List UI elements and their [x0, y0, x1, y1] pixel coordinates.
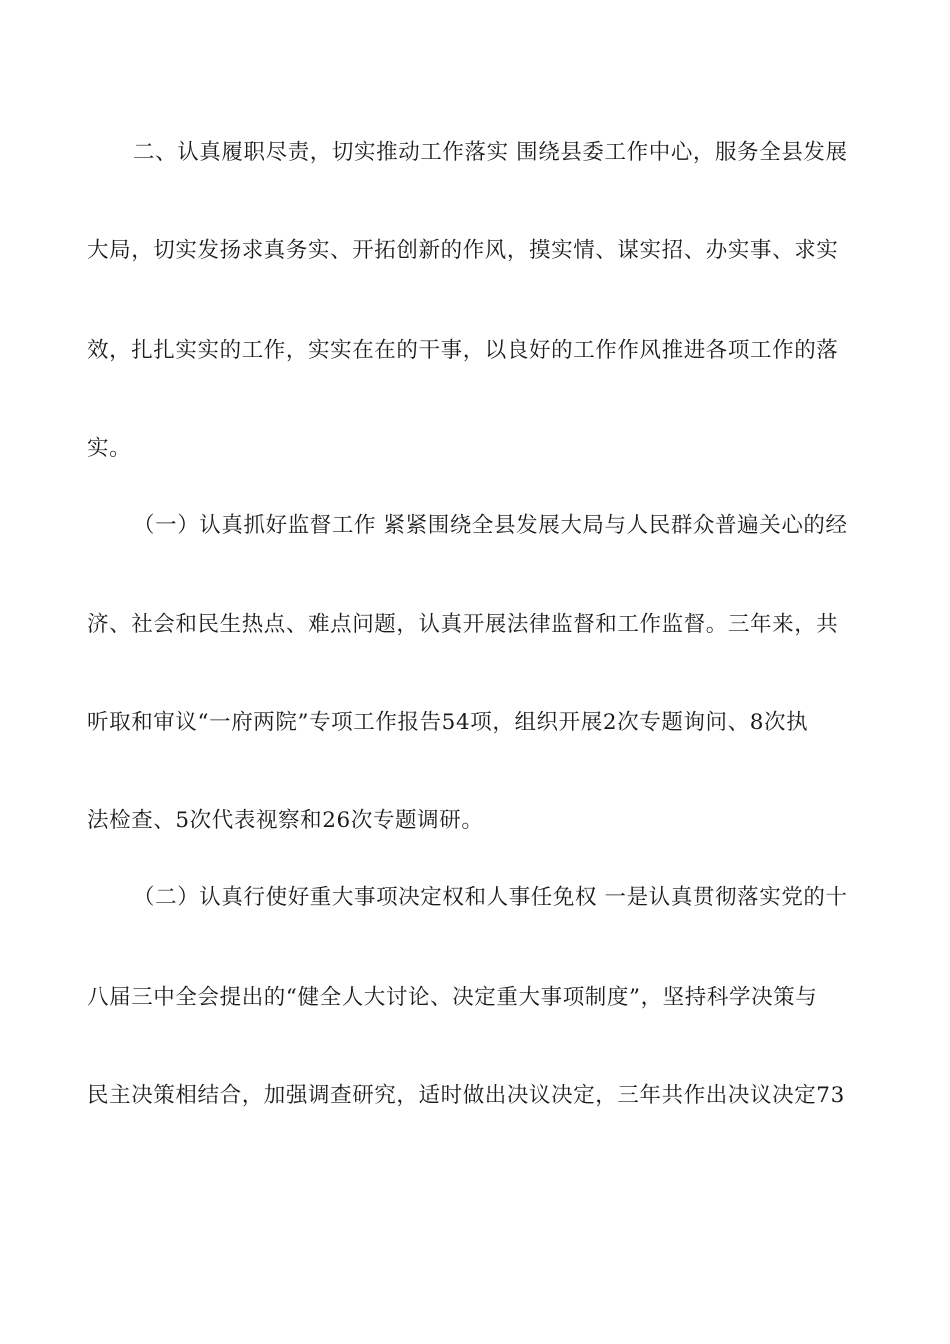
paragraph-1-line-2: 大局，切实发扬求真务实、开拓创新的作风，摸实情、谋实招、办实事、求实	[87, 238, 839, 263]
paragraph-2-line-3: 听取和审议“一府两院”专项工作报告54项，组织开展2次专题询问、8次执	[87, 710, 809, 735]
paragraph-3-line-2: 八届三中全会提出的“健全人大讨论、决定重大事项制度”，坚持科学决策与	[87, 985, 818, 1010]
paragraph-1-line-3: 效，扎扎实实的工作，实实在在的干事，以良好的工作作风推进各项工作的落	[87, 338, 839, 363]
paragraph-3-line-1: （二）认真行使好重大事项决定权和人事任免权 一是认真贯彻落实党的十	[133, 885, 848, 910]
paragraph-1-line-4: 实。	[87, 436, 132, 461]
paragraph-3-line-3: 民主决策相结合，加强调查研究，适时做出决议决定，三年共作出决议决定73	[87, 1083, 845, 1108]
paragraph-2-line-1: （一）认真抓好监督工作 紧紧围绕全县发展大局与人民群众普遍关心的经	[133, 513, 848, 538]
paragraph-1-line-1: 二、认真履职尽责，切实推动工作落实 围绕县委工作中心，服务全县发展	[133, 140, 848, 165]
paragraph-2-line-4: 法检查、5次代表视察和26次专题调研。	[87, 808, 484, 833]
paragraph-2-line-2: 济、社会和民生热点、难点问题，认真开展法律监督和工作监督。三年来，共	[87, 612, 839, 637]
